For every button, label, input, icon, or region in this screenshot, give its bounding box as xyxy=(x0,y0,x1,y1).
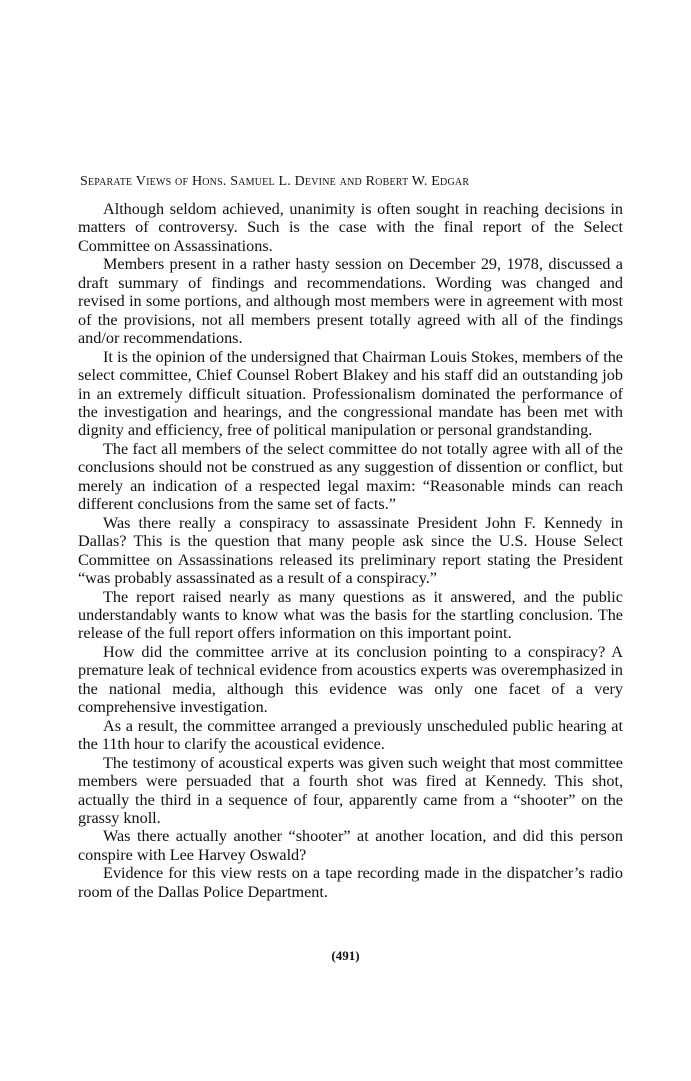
page-number: (491) xyxy=(331,948,360,963)
paragraph: Although seldom achieved, unanimity is often sought in reaching decisions in matters of controversy. Such is the case with the final report of the Select Committee on Assassinations. xyxy=(78,200,623,255)
paragraph: As a result, the committee arranged a previously unscheduled public hearing at the 11th hour to clarify the acoustical evidence. xyxy=(78,716,623,754)
paragraph: The report raised nearly as many questions as it answered, and the public understandably wants to know what was the basis for the startling conclusion. The release of the full report offers information on this important point. xyxy=(78,587,623,643)
paragraph: It is the opinion of the undersigned that Chairman Louis Stokes, members of the select committee, Chief Counsel Robert Blakey and his staff did an outstanding job in an extremely difficult situation. Professionalism dominated the performance of the investigation and hearings, and the congressional mandate has been met with dignity and efficiency, free of political manipulation or personal grandstanding. xyxy=(78,347,623,440)
paragraph: Evidence for this view rests on a tape recording made in the dispatcher’s radio room of the Dallas Police Department. xyxy=(78,864,623,901)
paragraph: How did the committee arrive at its conclusion pointing to a conspiracy? A premature leak of technical evidence from acoustics experts was overemphasized in the national media, although this evidence was only one facet of a very comprehensive investigation. xyxy=(78,642,623,717)
paragraph: The fact all members of the select committee do not totally agree with all of the conclusions should not be construed as any suggestion of dissention or conflict, but merely an indication of a respected legal maxim: “Reasonable minds can reach different conclusions from the same set of facts.” xyxy=(78,439,623,514)
paragraph: Members present in a rather hasty session on December 29, 1978, discussed a draft summary of findings and recommendations. Wording was changed and revised in some portions, and although most members were in agreement with most of the provisions, not all members present totally agreed with all of the findings and/or recommendations. xyxy=(78,255,623,348)
paragraph: Was there really a conspiracy to assassinate President John F. Kennedy in Dallas? This is the question that many people ask since the U.S. House Select Committee on Assassinations released its preliminary report stating the President “was probably assassinated as a result of a conspiracy.” xyxy=(78,513,623,588)
section-heading: Separate Views of Hons. Samuel L. Devine and Robert W. Edgar xyxy=(80,174,470,189)
body-text xyxy=(78,200,623,901)
paragraph: The testimony of acoustical experts was given such weight that most committee members were persuaded that a fourth shot was fired at Kennedy. This shot, actually the third in a sequence of four, apparently came from a “shooter” on the grassy knoll. xyxy=(78,753,623,827)
paragraph: Was there actually another “shooter” at another location, and did this person conspire with Lee Harvey Oswald? xyxy=(78,827,623,864)
